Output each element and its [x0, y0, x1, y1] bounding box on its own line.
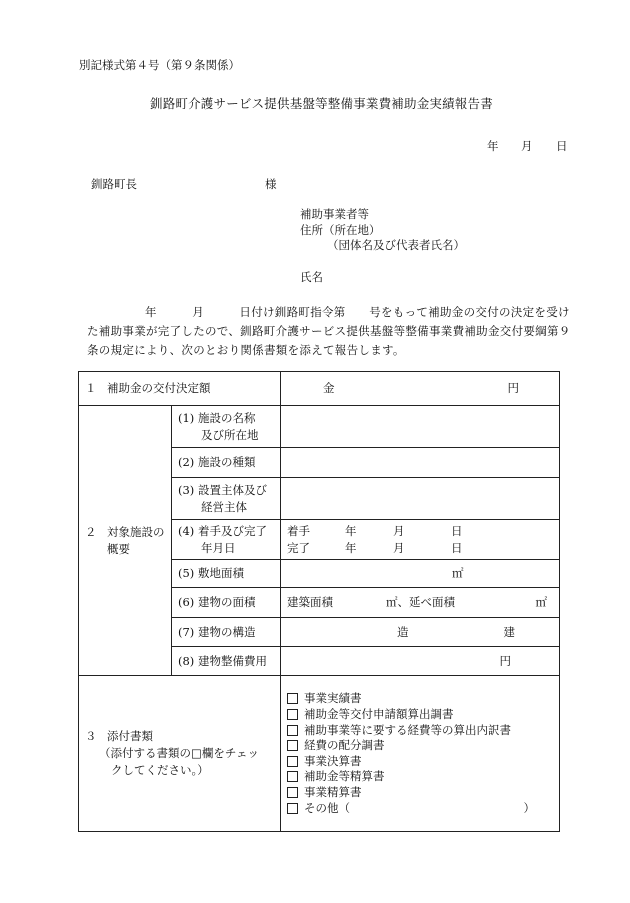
checklist-label: 事業精算書: [304, 784, 362, 799]
attachments-note-1: （添付する書類の□欄をチェッ: [99, 746, 260, 760]
attachments-note-2: クしてください。）: [111, 763, 209, 777]
attachments-label: 添付書類: [107, 729, 153, 743]
table-row: [79, 676, 560, 832]
item-number: (1): [178, 410, 195, 425]
operator-value-cell[interactable]: [281, 478, 560, 520]
checkbox[interactable]: [287, 787, 298, 798]
item-label-cell: [172, 448, 281, 478]
close-paren: ）: [523, 800, 535, 815]
checklist-item[interactable]: [287, 738, 553, 754]
start-day: 日: [451, 523, 463, 538]
facility-type-value-cell[interactable]: [281, 448, 560, 478]
table-row: [79, 406, 560, 448]
item-label: 敷地面積: [197, 566, 244, 580]
facility-overview-label-2: 概要: [107, 541, 130, 556]
checklist-item[interactable]: [287, 722, 553, 738]
checklist-item[interactable]: [287, 785, 553, 801]
item-label: 建物の面積: [197, 595, 256, 609]
attachments-label-cell: [79, 676, 281, 832]
yen-label: 円: [507, 381, 519, 395]
checkbox[interactable]: [287, 756, 298, 767]
item-number: (2): [178, 455, 195, 469]
checklist-item[interactable]: [287, 754, 553, 770]
end-month: 月: [393, 540, 405, 555]
dates-value-cell[interactable]: [281, 520, 560, 560]
row-number: ３: [85, 729, 97, 743]
sqm-unit: ㎡: [535, 595, 547, 609]
item-label: 設置主体及び: [197, 482, 267, 497]
end-year: 年: [345, 540, 357, 555]
item-label: 建物整備費用: [197, 653, 267, 668]
item-label-cell: [172, 520, 281, 560]
checklist-label: 補助金等交付申請額算出調書: [304, 707, 454, 722]
checklist-label: 補助事業等に要する経費等の算出内訳書: [304, 722, 511, 737]
checklist-label: 事業実績書: [304, 691, 362, 706]
facility-overview-label-cell: [79, 406, 172, 676]
grant-amount-label: 補助金の交付決定額: [107, 381, 211, 395]
applicant-label: 補助事業者等: [300, 207, 369, 221]
start-year: 年: [345, 523, 357, 538]
item-label-cell: [172, 618, 281, 647]
checkbox[interactable]: [287, 693, 298, 704]
checklist-item[interactable]: [287, 769, 553, 785]
item-label-cell: [172, 560, 281, 588]
item-number: (3): [178, 482, 195, 497]
item-label: 施設の名称: [197, 410, 256, 425]
report-table: [78, 371, 560, 832]
building-area-label: 建築面積: [287, 595, 333, 609]
structure-zou: 造: [397, 624, 409, 639]
item-label: 着手及び完了: [197, 523, 267, 538]
item-number: (5): [178, 566, 195, 580]
report-paragraph: 年 月 日付け釧路町指令第 号をもって補助金の交付の決定を受けた補助事業が完了したので、釧路町介護サービス提供基盤等整備事業費補助金交付要綱第９条の規定により、次のとおり関係書類を添えて報告します。: [87, 305, 571, 357]
item-number: (8): [178, 653, 195, 668]
checklist-label: 補助金等精算書: [304, 769, 385, 784]
grant-amount-label-cell: [79, 372, 281, 406]
checkbox[interactable]: [287, 725, 298, 736]
item-label-cell: [172, 406, 281, 448]
end-day: 日: [451, 540, 463, 555]
kin-label: 金: [323, 381, 335, 395]
item-label: 年月日: [201, 540, 236, 555]
site-area-value-cell[interactable]: [281, 560, 560, 588]
facility-name-value-cell[interactable]: [281, 406, 560, 448]
checkbox[interactable]: [287, 803, 298, 814]
building-structure-value-cell[interactable]: [281, 618, 560, 647]
addressee: 釧路町長: [91, 177, 137, 191]
checklist-item[interactable]: [287, 707, 553, 723]
checkbox[interactable]: [287, 740, 298, 751]
checklist-label: 経費の配分調書: [304, 738, 385, 753]
honorific: 様: [265, 177, 277, 191]
table-row: [79, 372, 560, 406]
item-label-cell: [172, 647, 281, 676]
total-floor-area-label: ㎡、延べ面積: [386, 595, 455, 609]
item-label: 施設の種類: [197, 455, 256, 469]
date-day-label: 日: [556, 139, 568, 153]
item-label: 及び所在地: [201, 427, 259, 442]
building-area-value-cell[interactable]: [281, 588, 560, 618]
checklist-item[interactable]: [287, 691, 553, 707]
name-label: 氏名: [300, 270, 323, 284]
start-label: 着手: [287, 523, 310, 538]
checkbox[interactable]: [287, 709, 298, 720]
date-year-label: 年: [487, 139, 499, 153]
end-label: 完了: [287, 540, 310, 555]
facility-overview-label-1: 対象施設の: [107, 524, 165, 539]
checkbox[interactable]: [287, 771, 298, 782]
row-number: １: [85, 381, 97, 395]
form-number: 別記様式第４号（第９条関係）: [79, 58, 240, 72]
item-label: 建物の構造: [197, 624, 256, 639]
checklist-label: 事業決算書: [304, 753, 362, 768]
grant-amount-value-cell: [281, 372, 560, 406]
date-month-label: 月: [521, 139, 533, 153]
item-label: 経営主体: [201, 499, 247, 514]
row-number: ２: [85, 524, 97, 539]
item-number: (7): [178, 624, 195, 639]
attachments-checklist-cell: [281, 676, 560, 832]
form-title: 釧路町介護サービス提供基盤等整備事業費補助金実績報告書: [150, 96, 493, 111]
structure-ken: 建: [503, 624, 515, 639]
item-number: (4): [178, 523, 195, 538]
org-label: （団体名及び代表者氏名）: [327, 238, 465, 252]
sqm-unit: ㎡: [452, 566, 464, 580]
item-number: (6): [178, 595, 195, 609]
checklist-label: その他（: [304, 800, 350, 815]
checklist-item-other[interactable]: [287, 800, 553, 816]
item-label-cell: [172, 588, 281, 618]
address-label: 住所（所在地）: [300, 223, 381, 237]
building-cost-value-cell[interactable]: [281, 647, 560, 676]
yen-label: 円: [499, 653, 511, 668]
item-label-cell: [172, 478, 281, 520]
start-month: 月: [393, 523, 405, 538]
